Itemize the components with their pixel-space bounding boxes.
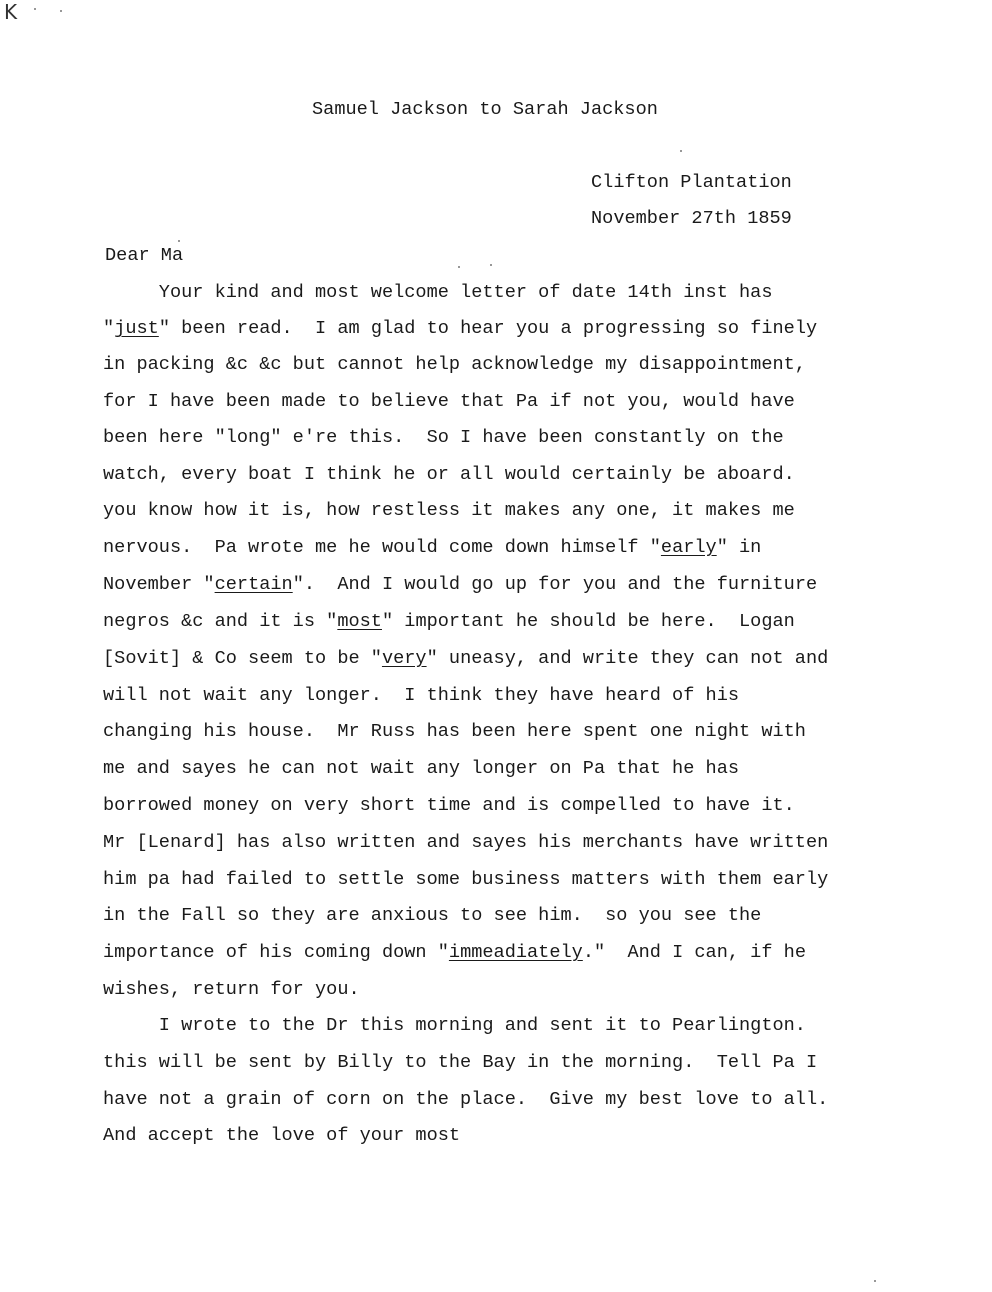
body-line: Mr [Lenard] has also written and sayes his merchants have written (103, 832, 829, 853)
salutation: Dear Ma (105, 245, 184, 266)
body-line: in packing &c &c but cannot help acknowledge my disappointment, (103, 354, 806, 375)
body-line: November "certain". And I would go up for you and the furniture (103, 574, 818, 595)
body-line: And accept the love of your most (103, 1125, 461, 1146)
body-line: him pa had failed to settle some business matters with them early (103, 869, 829, 890)
body-line: importance of his coming down "immeadiately." And I can, if he (103, 942, 806, 963)
body-line: have not a grain of corn on the place. Give my best love to all. (103, 1089, 829, 1110)
body-line: you know how it is, how restless it makes any one, it makes me (103, 500, 795, 521)
letter-place: Clifton Plantation (591, 172, 792, 193)
body-line: for I have been made to believe that Pa if not you, would have (103, 391, 795, 412)
scan-speck (490, 264, 492, 266)
body-line: wishes, return for you. (103, 979, 360, 1000)
body-line: changing his house. Mr Russ has been here spent one night with (103, 721, 806, 742)
body-line: this will be sent by Billy to the Bay in the morning. Tell Pa I (103, 1052, 818, 1073)
body-line: nervous. Pa wrote me he would come down himself "early" in (103, 537, 762, 558)
body-line: been here "long" e're this. So I have been constantly on the (103, 427, 784, 448)
scan-speck (60, 10, 62, 12)
body-line: Your kind and most welcome letter of date 14th inst has (103, 282, 773, 303)
corner-mark: K (4, 0, 18, 24)
scan-speck (34, 8, 36, 10)
letter-date: November 27th 1859 (591, 208, 792, 229)
body-line: "just" been read. I am glad to hear you a progressing so finely (103, 318, 818, 339)
body-line: watch, every boat I think he or all would certainly be aboard. (103, 464, 795, 485)
scan-speck (874, 1280, 876, 1282)
body-line: I wrote to the Dr this morning and sent it to Pearlington. (103, 1015, 806, 1036)
body-line: borrowed money on very short time and is compelled to have it. (103, 795, 795, 816)
body-line: me and sayes he can not wait any longer on Pa that he has (103, 758, 740, 779)
body-line: will not wait any longer. I think they have heard of his (103, 685, 740, 706)
scan-speck (458, 266, 460, 268)
scan-speck (680, 150, 682, 152)
scan-speck (178, 240, 180, 242)
body-line: [Sovit] & Co seem to be "very" uneasy, and write they can not and (103, 648, 829, 669)
body-line: in the Fall so they are anxious to see him. so you see the (103, 905, 762, 926)
letter-title: Samuel Jackson to Sarah Jackson (312, 99, 658, 120)
body-line: negros &c and it is "most" important he should be here. Logan (103, 611, 795, 632)
